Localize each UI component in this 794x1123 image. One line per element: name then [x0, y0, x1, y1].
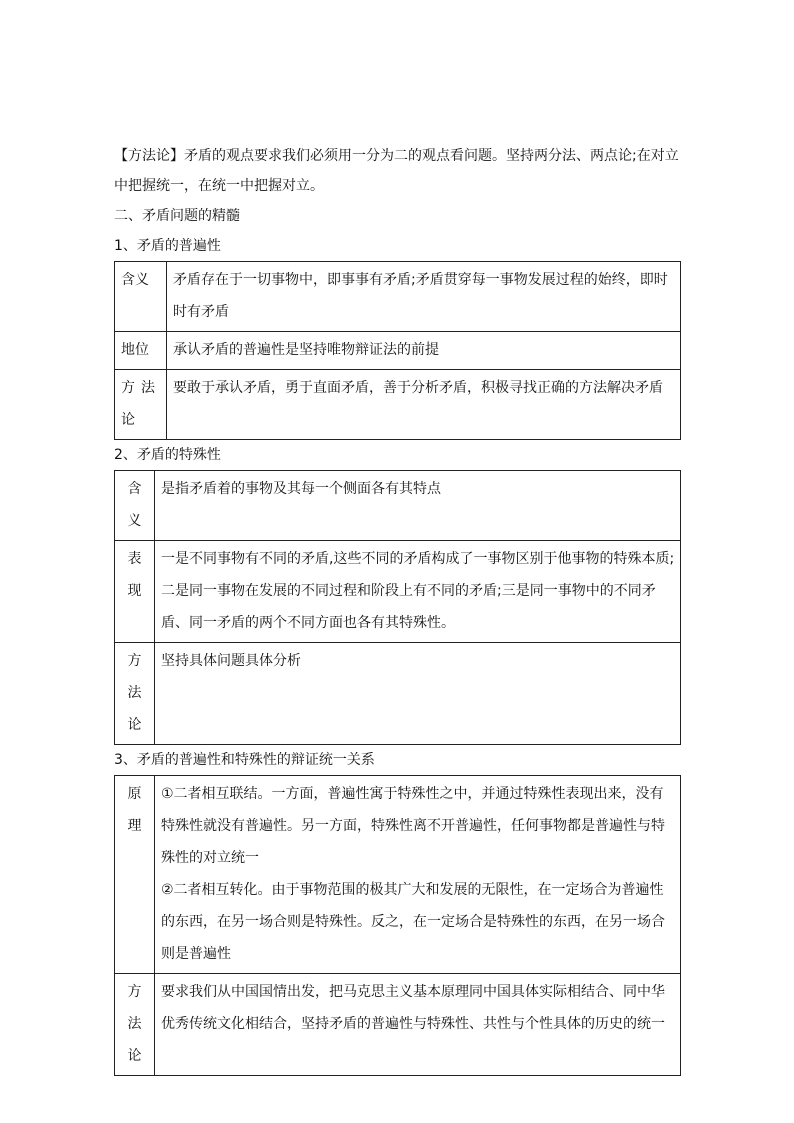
- row-label-char: 方: [127, 984, 142, 1000]
- relation-table: [114, 775, 681, 1076]
- row-label: [115, 974, 155, 1076]
- row-label: [115, 471, 155, 541]
- document-page: [114, 141, 681, 1076]
- principle-paragraph: ①二者相互联结。一方面，普遍性寓于特殊性之中，并通过特殊性表现出来，没有特殊性就没有普遍性。另一方面，特殊性离不开普遍性，任何事物都是普遍性与特殊性的对立统一: [161, 786, 665, 866]
- methodology-paragraph: 要求我们从中国国情出发，把马克思主义基本原理同中国具体实际相结合、同中华优秀传统文化相结合，坚持矛盾的普遍性与特殊性、共性与个性具体的历史的统一: [161, 984, 665, 1032]
- row-text: 是指矛盾着的事物及其每一个侧面各有其特点: [155, 471, 681, 541]
- row-label-char: 原: [127, 786, 142, 802]
- relation-heading: 3、矛盾的普遍性和特殊性的辩证统一关系: [114, 752, 375, 768]
- row-text: 承认矛盾的普遍性是坚持唯物辩证法的前提: [167, 332, 681, 370]
- row-text: [155, 974, 681, 1076]
- row-label: [115, 541, 155, 643]
- table-row: [115, 471, 681, 541]
- principle-paragraph: ②二者相互转化。由于事物范围的极其广大和发展的无限性，在一定场合为普遍性的东西，在另一场合则是特殊性。反之，在一定场合是特殊性的东西，在另一场合则是普遍性: [161, 882, 665, 962]
- universality-heading: 1、矛盾的普遍性: [114, 238, 221, 254]
- row-label-char: 理: [127, 818, 142, 834]
- row-text: 要敢于承认矛盾，勇于直面矛盾，善于分析矛盾，积极寻找正确的方法解决矛盾: [167, 370, 681, 440]
- table-row: [115, 370, 681, 440]
- universality-table: [114, 261, 681, 440]
- section-two-heading: 二、矛盾问题的精髓: [114, 208, 240, 224]
- row-label: [115, 776, 155, 974]
- row-label-char: 含: [127, 481, 142, 497]
- row-text: 坚持具体问题具体分析: [155, 643, 681, 745]
- row-label-char: 论: [127, 1048, 142, 1064]
- method-paragraph: 【方法论】矛盾的观点要求我们必须用一分为二的观点看问题。坚持两分法、两点论;在对立中把握统一，在统一中把握对立。: [114, 148, 679, 194]
- row-label: [115, 643, 155, 745]
- table-row: [115, 332, 681, 370]
- row-label: 地位: [115, 332, 167, 370]
- table-row: [115, 643, 681, 745]
- row-text: 一是不同事物有不同的矛盾,这些不同的矛盾构成了一事物区别于他事物的特殊本质;二是同一事物在发展的不同过程和阶段上有不同的矛盾;三是同一事物中的不同矛盾、同一矛盾的两个不同方面也各有其特殊性。: [155, 541, 681, 643]
- row-label-char: 表: [127, 551, 142, 567]
- row-label-char: 现: [127, 583, 142, 599]
- row-label-char: 论: [127, 717, 142, 733]
- table-row: [115, 262, 681, 332]
- row-text: [155, 776, 681, 974]
- table-row: [115, 776, 681, 974]
- row-text: 矛盾存在于一切事物中，即事事有矛盾;矛盾贯穿每一事物发展过程的始终，即时时有矛盾: [167, 262, 681, 332]
- table-row: [115, 541, 681, 643]
- table-row: [115, 974, 681, 1076]
- row-label: 含义: [115, 262, 167, 332]
- row-label-char: 法: [127, 685, 142, 701]
- row-label-char: 法: [127, 1016, 142, 1032]
- row-label-char: 义: [127, 513, 142, 529]
- particularity-table: [114, 470, 681, 745]
- row-label-char: 方: [127, 653, 142, 669]
- particularity-heading: 2、矛盾的特殊性: [114, 447, 221, 463]
- row-label: 方法论: [115, 370, 167, 440]
